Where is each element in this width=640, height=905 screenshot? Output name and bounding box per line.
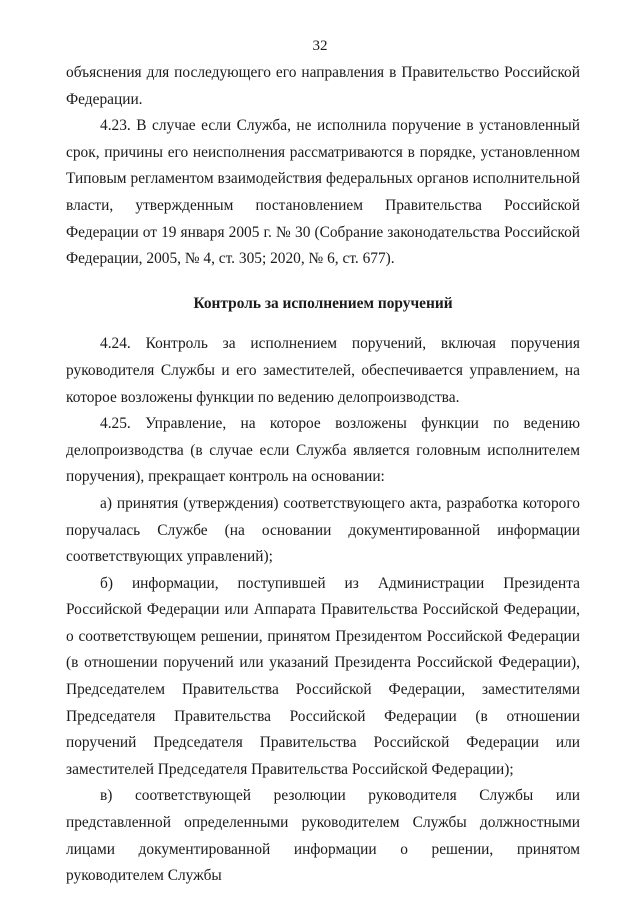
paragraph-item-a: а) принятия (утверждения) соответствующего акта, разработка которого поручалась Службе (на основании документированной информации соответствующих управлений); — [66, 494, 580, 566]
page-number: 32 — [312, 38, 328, 54]
paragraph-continuation: объяснения для последующего его направления в Правительство Российской Федерации. — [66, 64, 580, 108]
paragraph-4-23: 4.23. В случае если Служба, не исполнила поручение в установленный срок, причины его неисполнения рассматриваются в порядке, установленном Типовым регламентом взаимодействия федеральных органов исполнительной власти, утвержденным постановлением Правительства Российской Федерации от 19 января 2005 г. № 30 (Собрание законодательства Российской Федерации, 2005, № 4, ст. 305; 2020, № 6, ст. 677). — [66, 117, 580, 268]
paragraph-4-24: 4.24. Контроль за исполнением поручений, включая поручения руководителя Службы и его заместителей, обеспечивается управлением, на которое возложены функции по ведению делопроизводства. — [66, 335, 580, 406]
section-heading: Контроль за исполнением поручений — [193, 294, 453, 312]
paragraph-4-25: 4.25. Управление, на которое возложены функции по ведению делопроизводства (в случае если Служба является головным исполнителем поручения), прекращает контроль на основании: — [66, 415, 580, 486]
document-body — [66, 60, 580, 890]
paragraph-item-b: б) информации, поступившей из Администрации Президента Российской Федерации или Аппарата Правительства Российской Федерации, о соответствующем решении, принятом Президентом Российской Федерации (в отношении поручений или указаний Президента Российской Федерации), Председателем Правительства Российской Федерации, заместителями Председателя Правительства Российской Федерации (в отношении поручений Председателя Правительства Российской Федерации или заместителей Председателя Правительства Российской Федерации); — [66, 574, 580, 778]
paragraph-item-v: в) соответствующей резолюции руководителя Службы или представленной определенными руководителем Службы должностными лицами документированной информации о решении, принятом руководителем Службы — [66, 787, 580, 885]
